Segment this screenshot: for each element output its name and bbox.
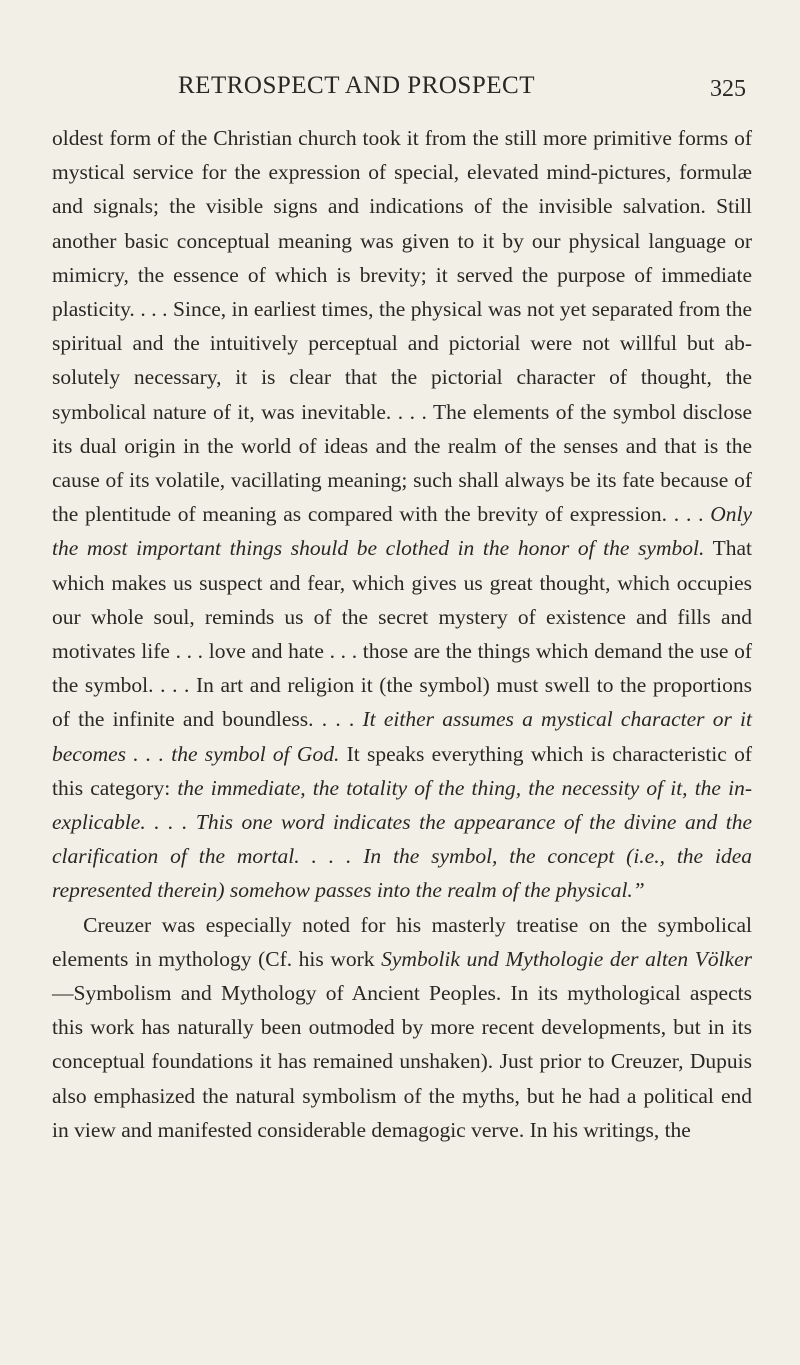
body-text xyxy=(52,121,752,1147)
italic-run: It either assumes a mystical character or it becomes . . . the symbol of God. xyxy=(52,707,752,766)
text-run: It speaks everything which is characteristic of this category: xyxy=(52,741,752,800)
page-header xyxy=(0,68,800,108)
text-run: Creuzer was especially noted for his masterly treatise on the symbolical elements in mythology (Cf. his work xyxy=(52,912,752,971)
text-run: —Symbolism and Mythology of Ancient Peoples. In its mythological aspects this work has naturally been outmoded by more recent developments, but in its conceptual foundations it has remained unshaken). Just prior to Creuzer, Dupuis also emphasized the natural symbolism of the myths, but he had a political end in view and manifested considerable demagogic verve. In his writings, the xyxy=(52,981,752,1142)
page-number: 325 xyxy=(710,76,746,102)
running-head: RETROSPECT AND PROSPECT xyxy=(178,72,535,99)
text-run: oldest form of the Christian church took it from the still more primitive forms of mystical service for the expression of special, elevated mind-pictures, formulæ and signals; the visible signs and indications of the invisible salvation. Still another basic conceptual meaning was given to it by our physical language or mimicry, the essence of which is brevity; it served the purpose of immediate plasticity. . . . Since, in earliest times, the physical was not yet separated from the spiritual and the intuitively perceptual and pictorial were not willful but absolutely necessary, it is clear that the pictorial character of thought, the symbolical nature of it, was inevitable. . . . The elements of the symbol disclose its dual origin in the world of ideas and the realm of the senses and that is the cause of its volatile, vacillating meaning; such shall always be its fate because of the plentitude of meaning as compared with the brevity of expression. . . . xyxy=(52,126,752,527)
paragraph-1 xyxy=(52,121,752,908)
paragraph-2 xyxy=(52,908,752,1147)
italic-run: Only the most important things should be clothed in the honor of the symbol. xyxy=(52,502,752,561)
italic-run: Symbolik und Mythologie der alten Völker xyxy=(381,946,752,971)
italic-run: the immediate, the totality of the thing, the necessity of it, the inexplicable. . . . This one word indicates the appearance of the divine and the clarification of the mortal. . . . In the symbol, the concept (i.e., the idea represented therein) somehow passes into the realm of the physical.” xyxy=(52,775,752,903)
text-run: That which makes us suspect and fear, which gives us great thought, which occupies our whole soul, reminds us of the secret mystery of existence and fills and motivates life . . . love and hate . . . those are the things which demand the use of the symbol. . . . In art and religion it (the symbol) must swell to the proportions of the infinite and boundless. . . . xyxy=(52,536,752,732)
